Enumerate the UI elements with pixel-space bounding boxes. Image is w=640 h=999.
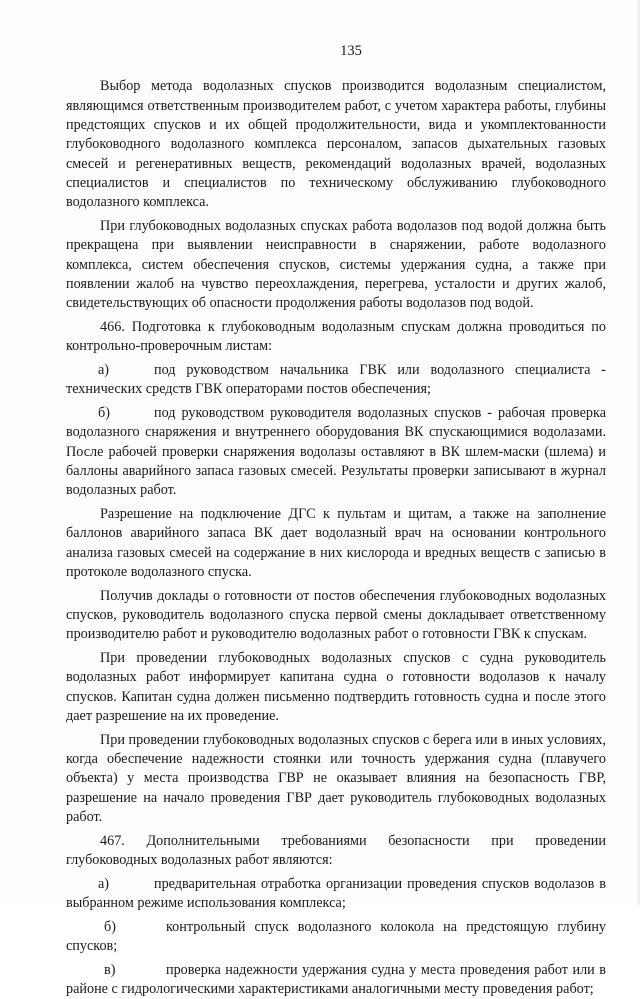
list-item-label: б) [98, 405, 110, 422]
list-item-text: под руководством начальника ГВК или водолазного специалиста - технических средств ГВК операторами постов обеспечения; [66, 362, 606, 398]
paragraph-dgs-permission: Разрешение на подключение ДГС к пультам и щитам, а также на заполнение баллонов аварийного запаса ВК дает водолазный врач на основании контрольного анализа газовых смесей на содержание в них кислорода и вредных веществ с записью в протоколе водолазного спуска. [66, 506, 606, 581]
list-item-466-b [66, 404, 606, 501]
paragraph-467-requirements: 467. Дополнительными требованиями безопасности при проведении глубоководных водолазных работ являются: [66, 832, 606, 869]
paragraph-shore-dives: При проведении глубоководных водолазных спусков с берега или в иных условиях, когда обеспечение надежности стоянки или точность удержания судна (плавучего объекта) у места производства ГВР не оказывает влияния на безопасность ГВР, разрешение на начало проведения ГВР дает руководитель глубоководных водолазных работ. [66, 731, 606, 826]
list-item-label: а) [98, 362, 110, 379]
list-item-text: проверка надежности удержания судна у места проведения работ или в районе с гидрологическими характеристиками аналогичными месту проведения работ; [66, 961, 606, 998]
list-item-466-a [66, 361, 606, 400]
list-item-467-a [66, 875, 606, 914]
list-item-467-b [66, 918, 606, 957]
list-item-text: контрольный спуск водолазного колокола на предстоящую глубину спусков; [66, 918, 606, 955]
list-item-467-v [66, 961, 606, 999]
page-number: 135 [340, 43, 362, 59]
paragraph-ship-dives: При проведении глубоководных водолазных спусков с судна руководитель водолазных работ информирует капитана судна о готовности водолазов к началу спусков. Капитан судна должен письменно подтвердить готовность судна и после этого дает разрешение на их проведение. [66, 650, 606, 725]
paragraph-work-stoppage: При глубоководных водолазных спусках работа водолазов под водой должна быть прекращена при выявлении неисправности в снаряжении, работе водолазного комплекса, систем обеспечения спусков, системы удержания судна, а также при появлении жалоб на чувство переохлаждения, перегрева, усталости и других жалоб, свидетельствующих об опасности продолжения работы водолазов под водой. [66, 218, 606, 312]
list-item-label: б) [104, 918, 116, 935]
list-item-label: а) [98, 875, 110, 892]
paragraph-dive-method-choice: Выбор метода водолазных спусков производится водолазным специалистом, являющимся ответственным производителем работ, с учетом характера работы, глубины предстоящих спусков и их общей продолжительности, вида и укомплектованности глубоководного водолазного комплекса персоналом, запасов дыхательных газовых смесей и регенеративных веществ, рекомендаций водолазных врачей, водолазных специалистов и специалистов по техническому обслуживанию глубоководного водолазного комплекса. [66, 78, 606, 211]
paragraph-466-preparation: 466. Подготовка к глубоководным водолазным спускам должна проводиться по контрольно-проверочным листам: [66, 319, 606, 355]
list-item-text: предварительная отработка организации проведения спусков водолазов в выбранном режиме использования комплекса; [66, 875, 606, 912]
paragraph-readiness-reports: Получив доклады о готовности от постов обеспечения глубоководных водолазных спусков, руководитель водолазного спуска первой смены докладывает ответственному производителю работ и руководителю водолазных работ о готовности ГВК к спускам. [66, 587, 606, 643]
page-edge [636, 0, 640, 905]
list-item-text: под руководством руководителя водолазных спусков - рабочая проверка водолазного снаряжения и внутреннего оборудования ВК спускающимися водолазами. После рабочей проверки снаряжения водолазы оставляют в ВК шлем-маски (шлема) и баллоны аварийного запаса газовых смесей. Результаты проверки записывают в журнал водолазных работ. [66, 405, 606, 499]
list-item-label: в) [104, 961, 116, 978]
